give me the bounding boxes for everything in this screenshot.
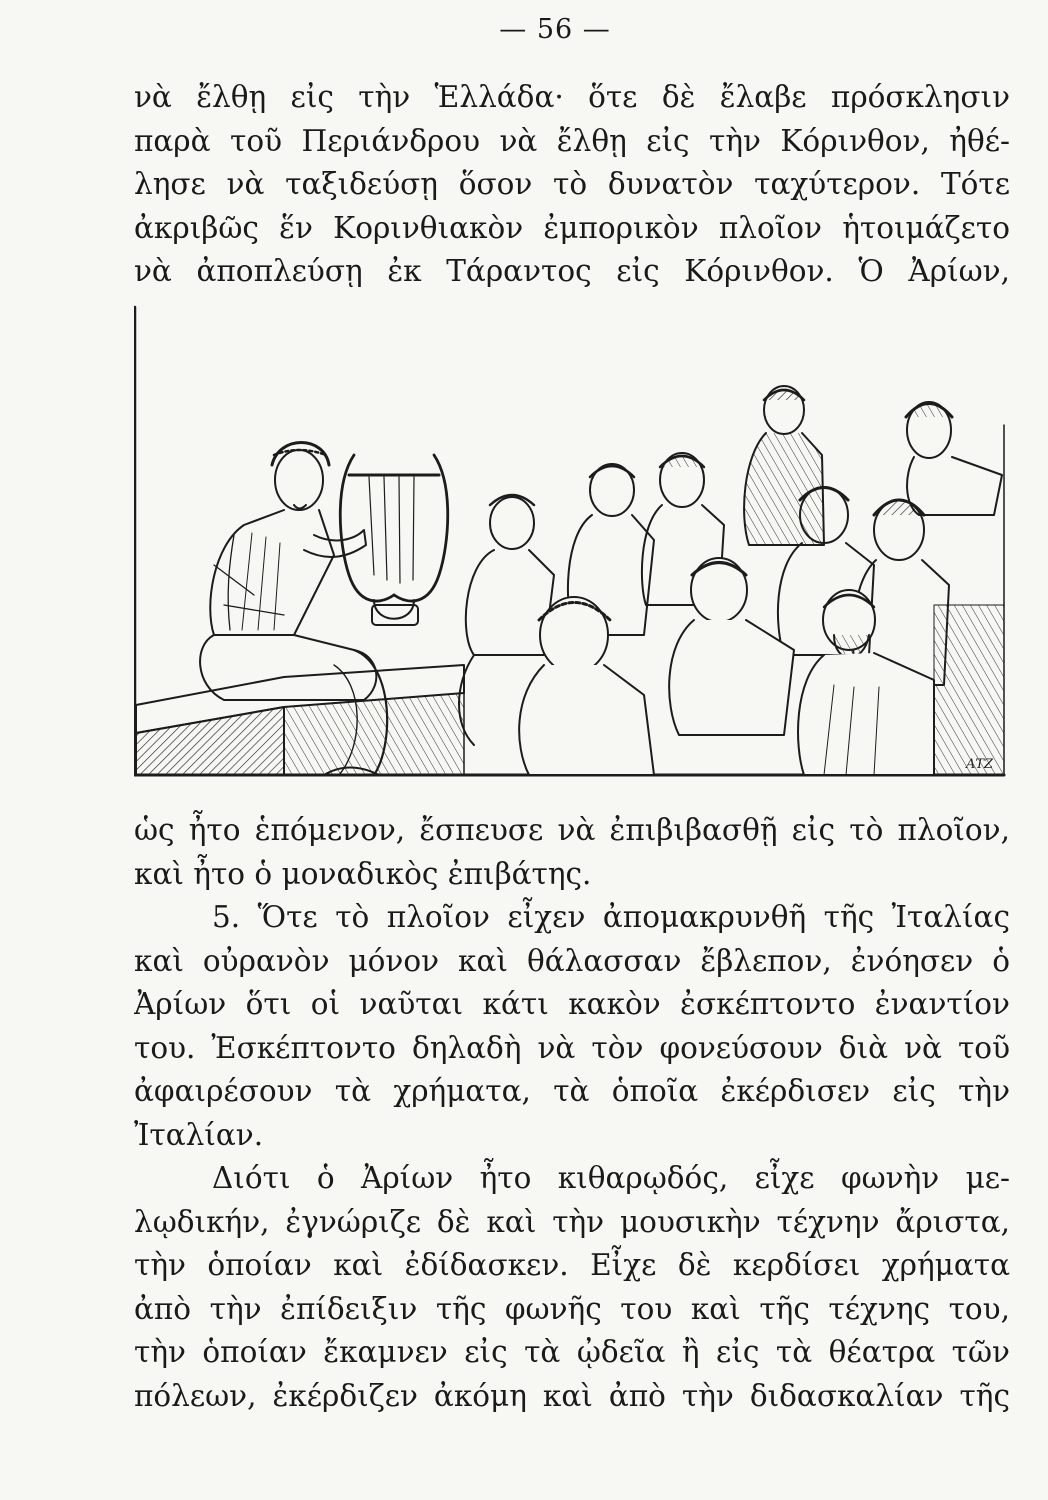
text-line: παρὰ τοῦ Περιάνδρου νὰ ἔλθῃ εἰς τὴν Κόρινθον, ἠθέ- xyxy=(134,123,1010,158)
text-line: Ἰταλίαν. xyxy=(134,1117,264,1152)
text-line: νὰ ἀποπλεύσῃ ἐκ Τάραντος εἰς Κόρινθον. Ὁ Ἀρίων, xyxy=(134,254,1010,288)
text-line: λησε νὰ ταξιδεύσῃ ὅσον τὸ δυνατὸν ταχύτερον. Τότε xyxy=(134,167,1010,201)
standing-figure xyxy=(906,402,1002,515)
text-line: νὰ ἔλθῃ εἰς τὴν Ἑλλάδα· ὅτε δὲ ἔλαβε πρόσκλησιν xyxy=(134,80,1010,114)
top-paragraph xyxy=(134,76,1010,294)
lyre xyxy=(340,455,448,625)
text-line: τὴν ὁποίαν ἔκαμνεν εἰς τὰ ᾠδεῖα ἢ εἰς τὰ θέατρα τῶν xyxy=(134,1335,1010,1369)
arion-lyre-illustration xyxy=(134,305,1010,781)
text-line: Ἀρίων ὅτι οἱ ναῦται κάτι κακὸν ἐσκέπτοντο ἐναντίον xyxy=(134,987,1010,1021)
text-line: ὡς ἦτο ἑπόμενον, ἔσπευσε νὰ ἐπιβιβασθῇ εἰς τὸ πλοῖον, xyxy=(134,813,1010,847)
paragraph-start: Διότι ὁ Ἀρίων ἦτο κιθαρῳδός, εἶχε φωνὴν με- xyxy=(212,1161,1010,1195)
text-line: ἀκριβῶς ἕν Κορινθιακὸν ἐμπορικὸν πλοῖον ἡτοιμάζετο xyxy=(134,210,1010,245)
text-line: λῳδικήν, ἐγνώριζε δὲ καὶ τὴν μουσικὴν τέχνην ἄριστα, xyxy=(134,1204,1010,1239)
text-line: του. Ἐσκέπτοντο δηλαδὴ νὰ τὸν φονεύσουν διὰ νὰ τοῦ xyxy=(134,1030,1010,1065)
text-line: ἀφαιρέσουν τὰ χρήματα, τὰ ὁποῖα ἐκέρδισεν εἰς τὴν xyxy=(134,1074,1010,1108)
foreground-listener xyxy=(519,597,654,775)
bottom-paragraph xyxy=(134,809,1010,1418)
text-line: καὶ οὐρανὸν μόνον καὶ θάλασσαν ἔβλεπον, ἐνόησεν ὁ xyxy=(134,943,1010,978)
standing-figure xyxy=(744,386,824,545)
artist-signature: ΑΤΖ xyxy=(966,757,994,772)
text-line: πόλεων, ἐκέρδιζεν ἀκόμη καὶ ἀπὸ τὴν διδασκαλίαν τῆς xyxy=(134,1378,1010,1413)
text-line: τὴν ὁποίαν καὶ ἐδίδασκεν. Εἶχε δὲ κερδίσει χρήματα xyxy=(134,1248,1010,1282)
audience-figure xyxy=(669,558,794,735)
text-line: ἀπὸ τὴν ἐπίδειξιν τῆς φωνῆς του καὶ τῆς τέχνης του, xyxy=(134,1291,1010,1326)
stone-bench xyxy=(136,665,464,775)
bearded-elder xyxy=(798,590,934,775)
text-line: καὶ ἦτο ὁ μοναδικὸς ἐπιβάτης. xyxy=(134,856,592,891)
section-5-start: 5. Ὅτε τὸ πλοῖον εἶχεν ἀπομακρυνθῆ τῆς Ἰταλίας xyxy=(212,900,1010,934)
page-number: — 56 — xyxy=(499,14,611,45)
